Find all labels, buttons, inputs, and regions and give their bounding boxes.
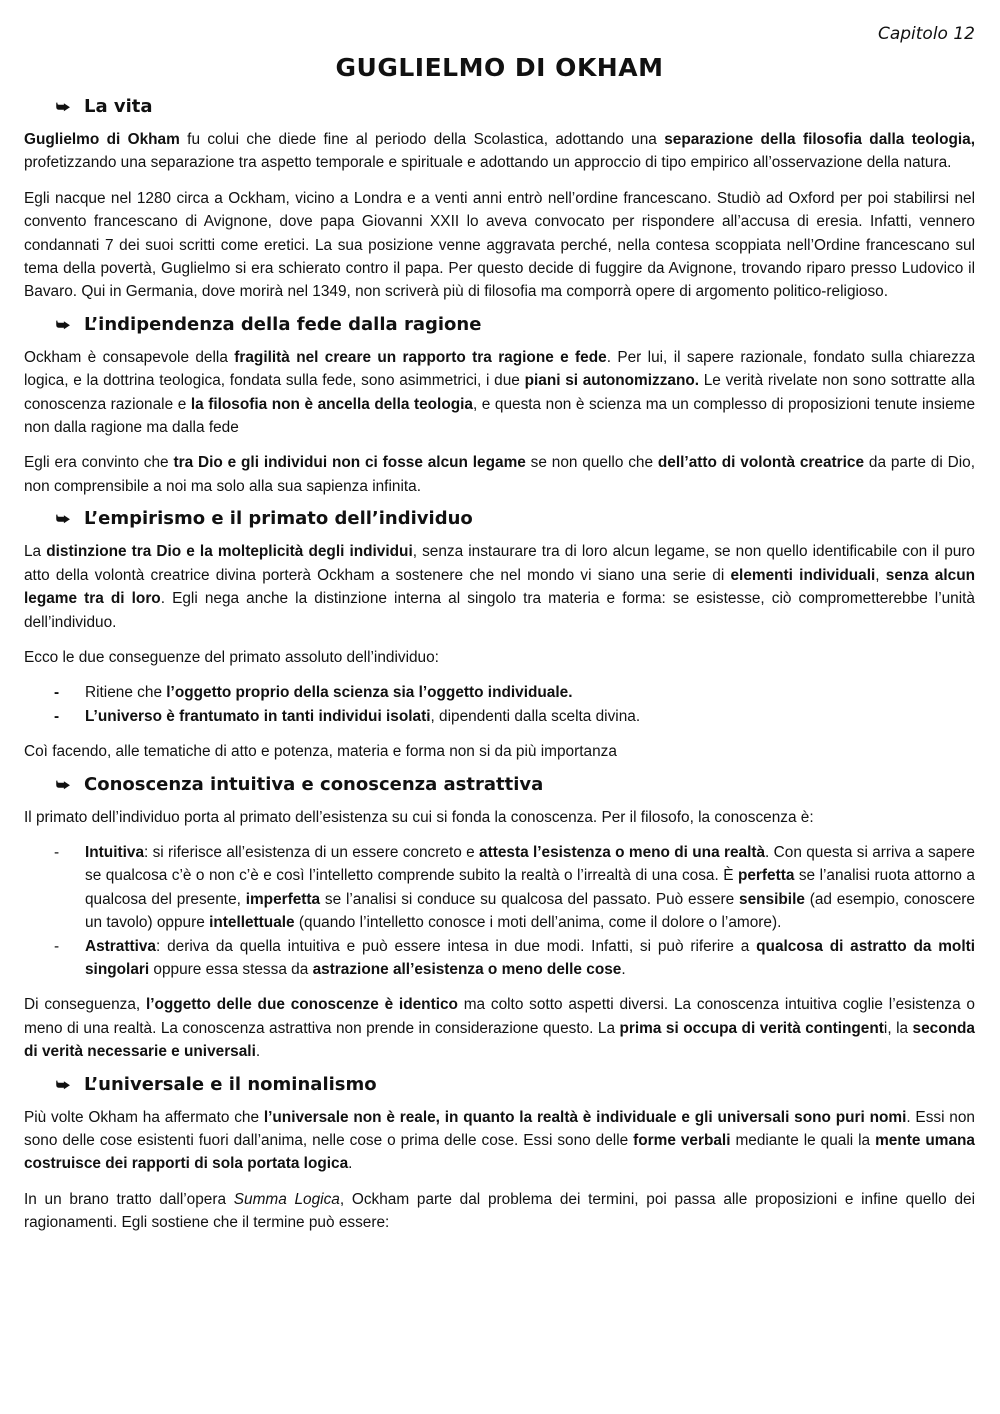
paragraph: Più volte Okham ha affermato che l’universale non è reale, in quanto la realtà è individuale e gli universali sono puri nomi. Essi non sono delle cose esistenti fuori dall’anima, nelle cose o prima delle cose. Essi sono delle forme verbali mediante le quali la mente umana costruisce dei rapporti di sola portata logica. — [24, 1108, 975, 1173]
paragraph: Egli era convinto che tra Dio e gli individui non ci fosse alcun legame se non quello che dell’atto di volontà creatrice da parte di Dio, non comprensibile a noi ma solo alla sua sapienza infinita. — [24, 454, 975, 495]
arrowhead-bullet-icon: ⮩ — [56, 1075, 70, 1094]
dash-bullet: - — [54, 937, 60, 955]
dash-bullet: - — [54, 707, 60, 725]
section-heading-label: L’indipendenza della fede dalla ragione — [84, 313, 482, 335]
paragraph: In un brano tratto dall’opera Summa Logica, Ockham parte dal problema dei termini, poi passa alle proposizioni e infine quello dei ragionamenti. Egli sostiene che il termine può essere: — [24, 1190, 975, 1232]
list-item: - Astrattiva: deriva da quella intuitiva e può essere intesa in due modi. Infatti, si può riferire a qualcosa di astratto da molti singolari oppure essa stessa da astrazione all’esistenza o meno delle cose. — [24, 935, 975, 982]
section-heading-label: L’universale e il nominalismo — [84, 1073, 377, 1095]
paragraph: Guglielmo di Okham fu colui che diede fine al periodo della Scolastica, adottando una separazione della filosofia dalla teologia, profetizzando una separazione tra aspetto temporale e spirituale e adottando un approccio di tipo empirico all’osservazione della natura. — [24, 131, 975, 172]
section-heading-label: L’empirismo e il primato dell’individuo — [84, 508, 473, 530]
section-heading-empirismo — [24, 506, 975, 532]
dash-bullet: - — [54, 843, 60, 861]
arrowhead-bullet-icon: ⮩ — [56, 315, 70, 334]
paragraph: Di conseguenza, l’oggetto delle due conoscenze è identico ma colto sotto aspetti diversi. La conoscenza intuitiva coglie l’esistenza o meno di una realtà. La conoscenza astrattiva non prende in considerazione questo. La prima si occupa di verità contingenti, la seconda di verità necessarie e universali. — [24, 996, 975, 1061]
chapter-label: Capitolo 12 — [877, 24, 975, 44]
arrowhead-bullet-icon: ⮩ — [56, 510, 70, 529]
knowledge-types-list — [24, 841, 975, 981]
section-heading-label: Conoscenza intuitiva e conoscenza astrattiva — [84, 773, 544, 795]
list-item: - L’universo è frantumato in tanti individui isolati, dipendenti dalla scelta divina. — [24, 705, 975, 728]
paragraph: Il primato dell’individuo porta al primato dell’esistenza su cui si fonda la conoscenza. Per il filosofo, la conoscenza è: — [24, 808, 814, 826]
section-heading-universale — [24, 1072, 975, 1098]
paragraph: La distinzione tra Dio e la molteplicità degli individui, senza instaurare tra di loro alcun legame, se non quello identificabile con il puro atto della volontà creatrice divina porterà Ockham a sostenere che nel mondo vi siano una serie di elementi individuali, senza alcun legame tra di loro. Egli nega anche la distinzione interna al singolo tra materia e forma: se esistesse, ciò comprometterebbe l’unità dell’individuo. — [24, 543, 975, 631]
section-heading-la-vita — [24, 94, 975, 120]
section-heading-indipendenza — [24, 312, 975, 338]
paragraph: Egli nacque nel 1280 circa a Ockham, vicino a Londra e a venti anni entrò nell’ordine francescano. Studiò ad Oxford per poi stabilirsi nel convento francescano di Avignone, dove papa Giovanni XXII lo aveva convocato per rispondere all’accusa di eresia. Infatti, vennero condannati 7 dei suoi scritti come eretici. La sua posizione venne aggravata perché, nella contesa scoppiata nell’Ordine francescano sul tema della povertà, Guglielmo si era schierato contro il papa. Per questo decide di fuggire da Avignone, trovando riparo presso Ludovico il Bavaro. Qui in Germania, dove morirà nel 1349, non scriverà più di filosofia ma comporrà opere di argomento politico-religioso. — [24, 189, 975, 301]
consequences-list — [24, 681, 975, 728]
section-heading-label: La vita — [84, 96, 153, 117]
list-item: - Ritiene che l’oggetto proprio della scienza sia l’oggetto individuale. — [24, 681, 975, 704]
section-heading-conoscenza — [24, 772, 975, 798]
arrowhead-bullet-icon: ⮩ — [56, 98, 70, 116]
paragraph: Ockham è consapevole della fragilità nel creare un rapporto tra ragione e fede. Per lui, il sapere razionale, fondato sulla chiarezza logica, e la dottrina teologica, fondata sulla fede, sono asimmetrici, i due piani si autonomizzano. Le verità rivelate non sono sottratte alla conoscenza razionale e la filosofia non è ancella della teologia, e questa non è scienza ma un complesso di proposizioni tenute insieme non dalla ragione ma dalla fede — [24, 348, 976, 437]
dash-bullet: - — [54, 684, 60, 702]
list-item: - Intuitiva: si riferisce all’esistenza di un essere concreto e attesta l’esistenza o meno di una realtà. Con questa si arriva a sapere se qualcosa c’è o non c’è e così l’intelletto comprende subito la realtà o l’irrealtà di una cosa. È perfetta se l’analisi ruota attorno a qualcosa del presente, imperfetta se l’analisi si conduce su qualcosa del passato. Può essere sensibile (ad esempio, conoscere un tavolo) oppure intellettuale (quando l’intelletto conosce i moti dell’anima, come il dolore o l’amore). — [24, 841, 975, 935]
arrowhead-bullet-icon: ⮩ — [56, 775, 70, 794]
paragraph: Ecco le due conseguenze del primato assoluto dell’individuo: — [24, 648, 439, 666]
page-title: GUGLIELMO DI OKHAM — [335, 53, 664, 82]
paragraph: Coì facendo, alle tematiche di atto e potenza, materia e forma non si da più importanza — [24, 743, 617, 761]
